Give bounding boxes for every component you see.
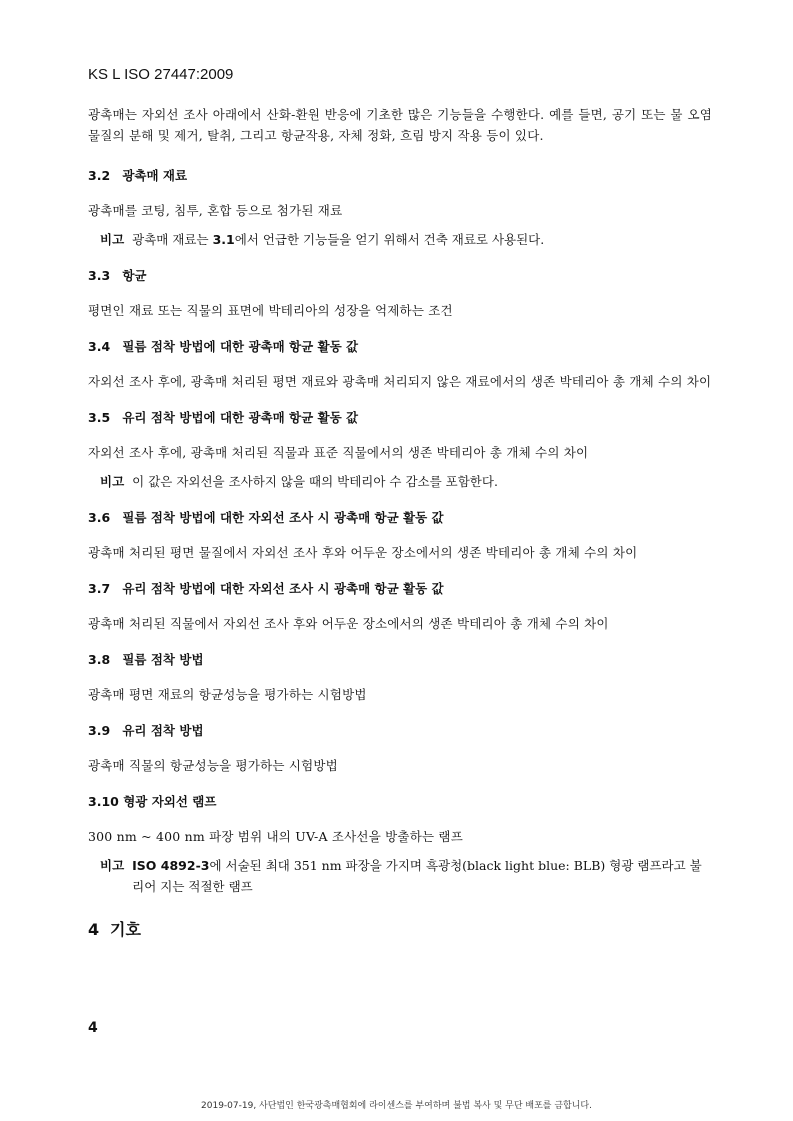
page-number: 4 — [88, 1020, 98, 1036]
section-text-3-2: 광촉매를 코팅, 침투, 혼합 등으로 첨가된 재료 — [88, 203, 343, 218]
section-heading-3-9: 3.9 유리 점착 방법 — [88, 723, 204, 738]
page-content — [88, 104, 712, 940]
document-id: KS L ISO 27447:2009 — [88, 66, 234, 83]
section-heading-3-10: 3.10 형광 자외선 램프 — [88, 794, 217, 809]
section-text-3-4: 자외선 조사 후에, 광촉매 처리된 평면 재료와 광촉매 처리되지 않은 재료에서의 생존 박테리아 총 개체 수의 차이 — [88, 374, 712, 389]
section-heading-3-5: 3.5 유리 점착 방법에 대한 광촉매 항균 활동 값 — [88, 410, 359, 425]
note-3-2: 비고 광촉매 재료는 3.1에서 언급한 기능들을 얻기 위해서 건축 재료로 사용된다. — [100, 232, 545, 247]
note-3-5: 비고 이 값은 자외선을 조사하지 않을 때의 박테리아 수 감소를 포함한다. — [100, 474, 498, 489]
section-heading-4: 4 기호 — [88, 920, 141, 939]
section-text-3-8: 광촉매 평면 재료의 항균성능을 평가하는 시험방법 — [88, 687, 367, 702]
section-heading-3-3: 3.3 항균 — [88, 268, 147, 283]
section-text-3-7: 광촉매 처리된 직물에서 자외선 조사 후와 어두운 장소에서의 생존 박테리아 총 개체 수의 차이 — [88, 616, 609, 631]
license-footer: 2019-07-19, 사단법인 한국광촉매협회에 라이센스를 부여하며 불법 복사 및 무단 배포를 금합니다. — [201, 1101, 592, 1111]
section-heading-3-4: 3.4 필름 점착 방법에 대한 광촉매 항균 활동 값 — [88, 339, 359, 354]
section-text-3-10: 300 nm ~ 400 nm 파장 범위 내의 UV-A 조사선을 방출하는 램프 — [88, 829, 463, 844]
section-text-3-5: 자외선 조사 후에, 광촉매 처리된 직물과 표준 직물에서의 생존 박테리아 총 개체 수의 차이 — [88, 445, 589, 460]
section-heading-3-6: 3.6 필름 점착 방법에 대한 자외선 조사 시 광촉매 항균 활동 값 — [88, 510, 444, 525]
note-3-10: 비고 ISO 4892-3에 서술된 최대 351 nm 파장을 가지며 흑광청(black light blue: BLB) 형광 램프라고 불리어 지는 적절한 램프 — [100, 858, 702, 894]
section-heading-3-2: 3.2 광촉매 재료 — [88, 168, 188, 183]
section-text-3-3: 평면인 재료 또는 직물의 표면에 박테리아의 성장을 억제하는 조건 — [88, 303, 453, 318]
section-text-3-6: 광촉매 처리된 평면 물질에서 자외선 조사 후와 어두운 장소에서의 생존 박테리아 총 개체 수의 차이 — [88, 545, 638, 560]
section-heading-3-8: 3.8 필름 점착 방법 — [88, 652, 204, 667]
section-heading-3-7: 3.7 유리 점착 방법에 대한 자외선 조사 시 광촉매 항균 활동 값 — [88, 581, 444, 596]
intro-paragraph: 광촉매는 자외선 조사 아래에서 산화-환원 반응에 기초한 많은 기능들을 수행한다. 예를 들면, 공기 또는 물 오염물질의 분해 및 제거, 탈취, 그리고 항균작용, 자체 정화, 흐림 방지 작용 등이 있다. — [88, 107, 712, 143]
section-text-3-9: 광촉매 직물의 항균성능을 평가하는 시험방법 — [88, 758, 338, 773]
